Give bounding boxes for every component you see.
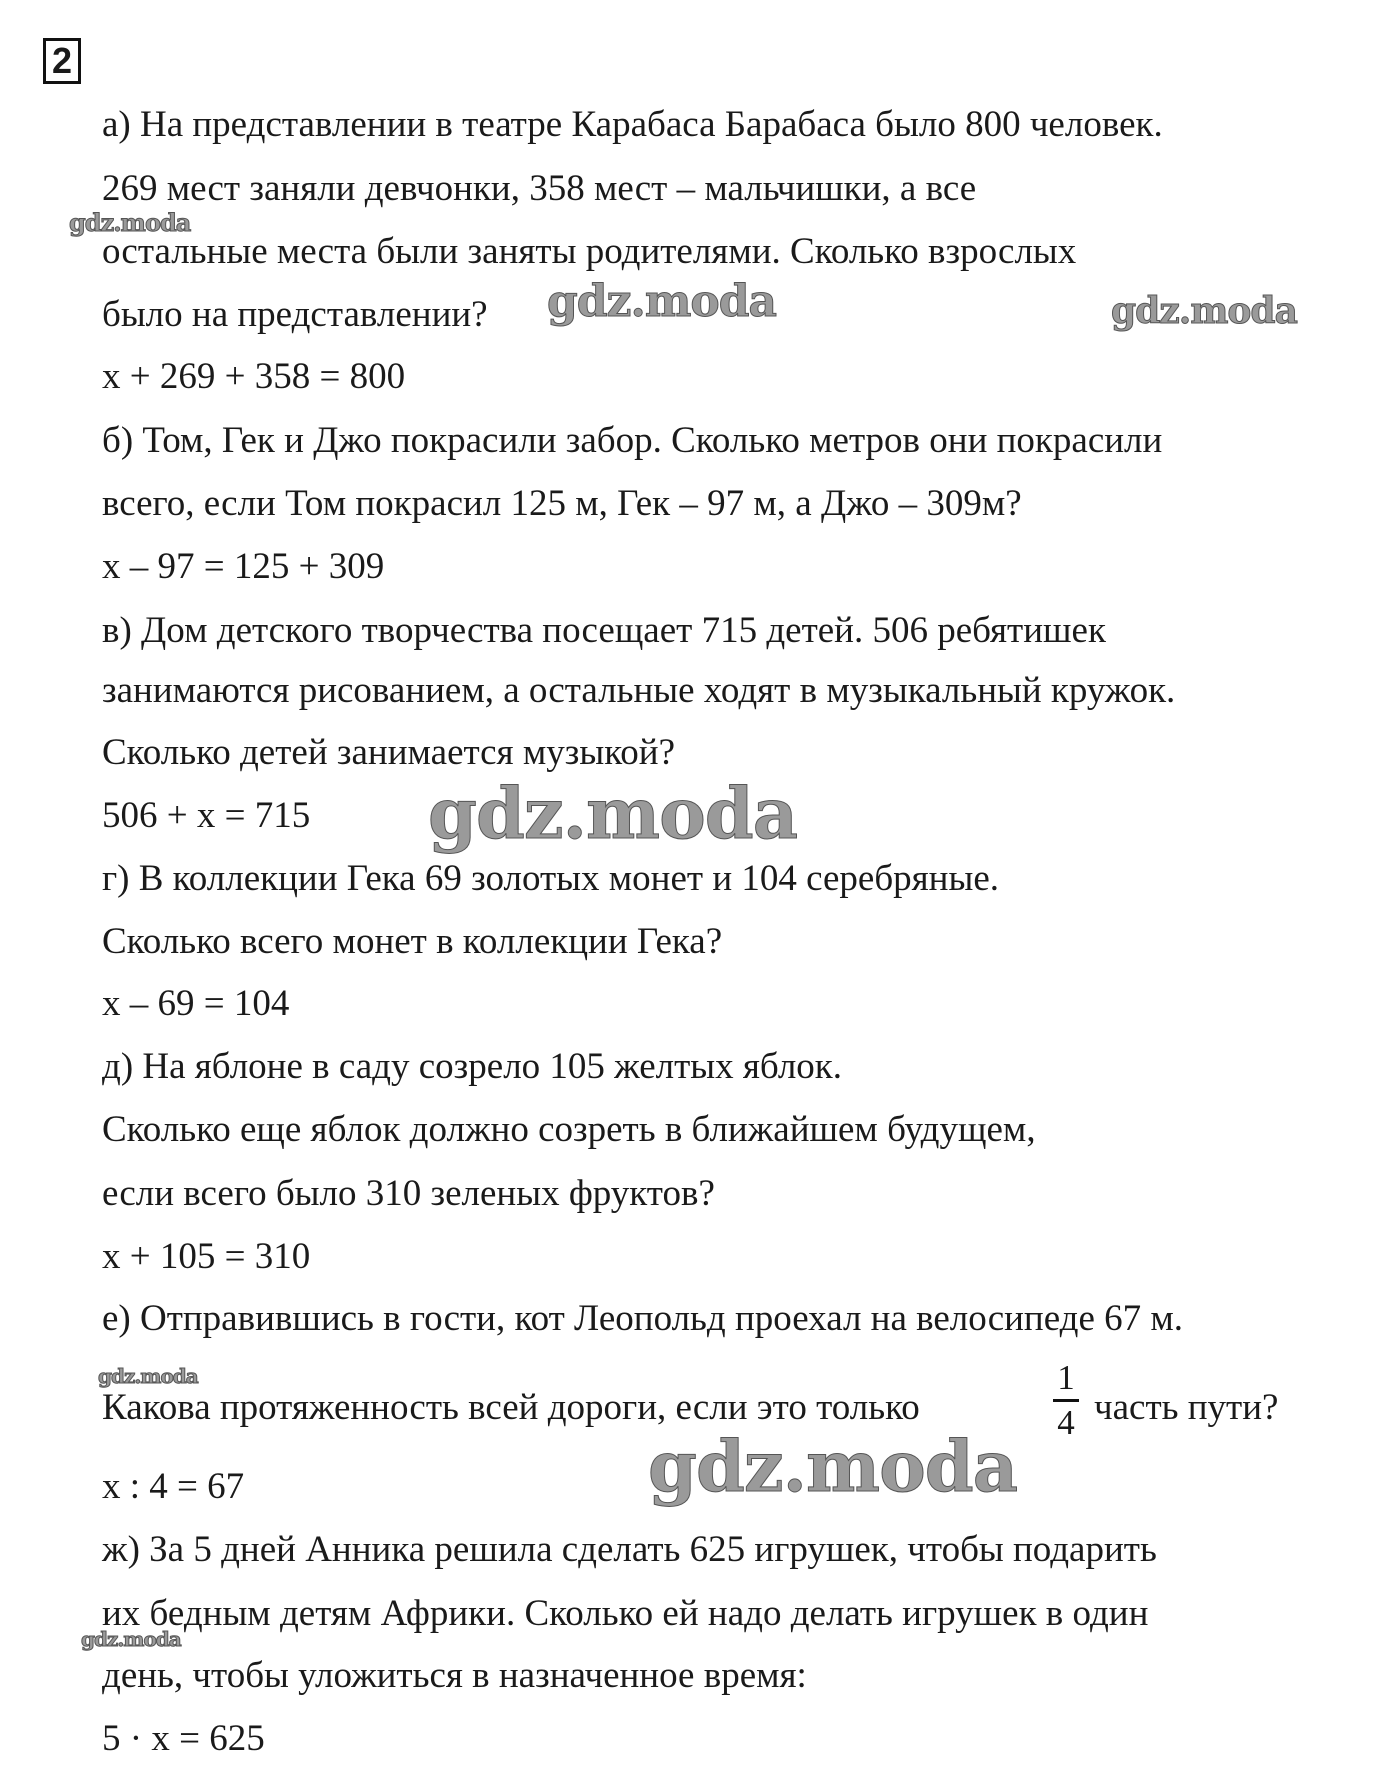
text-line: г) В коллекции Гека 69 золотых монет и 104 серебряные. (102, 858, 1000, 899)
watermark: gdz.moda (98, 1364, 198, 1388)
watermark: gdz.moda (547, 276, 777, 327)
text-line: 269 мест заняли девчонки, 358 мест – мальчишки, а все (102, 168, 977, 209)
text-line: Сколько детей занимается музыкой? (102, 732, 676, 773)
fraction-numerator: 1 (1057, 1358, 1075, 1397)
equation: x : 4 = 67 (102, 1466, 245, 1507)
watermark: gdz.moda (69, 208, 191, 237)
watermark: gdz.moda (1111, 290, 1297, 332)
equation: x + 105 = 310 (102, 1236, 311, 1277)
text-line: а) На представлении в театре Карабаса Барабаса было 800 человек. (102, 104, 1163, 145)
text-line: если всего было 310 зеленых фруктов? (102, 1173, 715, 1214)
equation: 506 + x = 715 (102, 795, 311, 836)
watermark: gdz.moda (648, 1425, 1018, 1508)
fraction-bar (1053, 1399, 1079, 1402)
fraction (1053, 1360, 1079, 1441)
fraction-denominator: 4 (1057, 1403, 1075, 1442)
text-line: занимаются рисованием, а остальные ходят в музыкальный кружок. (102, 670, 1176, 711)
equation: 5 · x = 625 (102, 1718, 265, 1759)
text-line: их бедным детям Африки. Сколько ей надо делать игрушек в один (102, 1593, 1149, 1634)
text-line: ж) За 5 дней Анника решила сделать 625 игрушек, чтобы подарить (102, 1529, 1157, 1570)
text-line: е) Отправившись в гости, кот Леопольд проехал на велосипеде 67 м. (102, 1298, 1184, 1339)
text-line: Сколько еще яблок должно созреть в ближайшем будущем, (102, 1109, 1036, 1150)
text-line: б) Том, Гек и Джо покрасили забор. Сколько метров они покрасили (102, 420, 1163, 461)
text-line: остальные места были заняты родителями. Сколько взрослых (102, 231, 1077, 272)
text-line: Какова протяженность всей дороги, если это только (102, 1387, 920, 1428)
text-line: в) Дом детского творчества посещает 715 детей. 506 ребятишек (102, 610, 1106, 651)
watermark: gdz.moda (428, 772, 798, 855)
text-line: Сколько всего монет в коллекции Гека? (102, 921, 723, 962)
equation: x – 69 = 104 (102, 983, 290, 1024)
equation: x + 269 + 358 = 800 (102, 356, 406, 397)
text-line: д) На яблоне в саду созрело 105 желтых яблок. (102, 1046, 843, 1087)
text-line: часть пути? (1094, 1387, 1279, 1428)
text-line: всего, если Том покрасил 125 м, Гек – 97 м, а Джо – 309м? (102, 483, 1022, 524)
exercise-number: 2 (43, 38, 81, 84)
watermark: gdz.moda (81, 1627, 181, 1651)
equation: x – 97 = 125 + 309 (102, 546, 385, 587)
text-line: день, чтобы уложиться в назначенное время: (102, 1655, 807, 1696)
text-line: было на представлении? (102, 294, 488, 335)
